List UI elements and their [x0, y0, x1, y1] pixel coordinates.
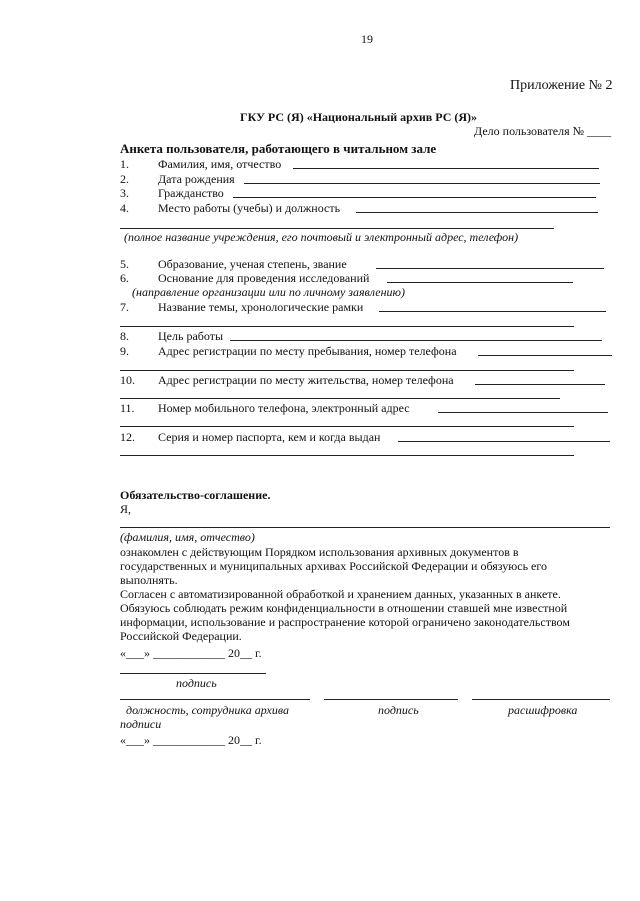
date-line-user[interactable]: «___» ____________ 20__ г. [120, 646, 262, 660]
field-full-name[interactable] [293, 168, 599, 169]
item-label-full-name: Фамилия, имя, отчество [158, 157, 282, 171]
page-number: 19 [361, 32, 373, 46]
commitment-line-4: Согласен с автоматизированной обработкой и хранением данных, указанных в анкете. [120, 587, 561, 601]
field-mobile-email[interactable] [438, 412, 608, 413]
commitment-line-6: информации, использование и распространение которой ограничено законодательством [120, 615, 570, 629]
item-label-topic: Название темы, хронологические рамки [158, 300, 364, 314]
hint-basis: (направление организации или по личному заявлению) [132, 285, 406, 299]
hint-fio: (фамилия, имя, отчество) [120, 530, 255, 544]
item-number: 10. [120, 373, 135, 387]
field-residence-address[interactable] [475, 384, 605, 385]
field-birth-date[interactable] [244, 183, 600, 184]
appendix-label: Приложение № 2 [510, 78, 613, 93]
item-number: 6. [120, 271, 129, 285]
item-label-birth-date: Дата рождения [158, 172, 235, 186]
item-label-workplace: Место работы (учебы) и должность [158, 201, 341, 215]
field-workplace[interactable] [356, 212, 598, 213]
item-label-stay-address: Адрес регистрации по месту пребывания, номер телефона [158, 344, 457, 358]
field-stay-address-continued[interactable] [120, 370, 574, 371]
commitment-line-7: Российской Федерации. [120, 629, 242, 643]
field-citizenship[interactable] [233, 197, 596, 198]
field-basis[interactable] [387, 282, 573, 283]
form-title: Анкета пользователя, работающего в читальном зале [120, 141, 437, 156]
item-number: 4. [120, 201, 129, 215]
item-label-passport: Серия и номер паспорта, кем и когда выдан [158, 430, 381, 444]
item-label-education: Образование, ученая степень, звание [158, 257, 347, 271]
field-topic[interactable] [379, 311, 606, 312]
commitment-line-5: Обязуюсь соблюдать режим конфиденциальности в отношении ставшей мне известной [120, 601, 568, 615]
field-residence-address-continued[interactable] [120, 398, 560, 399]
item-number: 2. [120, 172, 129, 186]
commitment-line-1: ознакомлен с действующим Порядком использования архивных документов в [120, 545, 519, 559]
item-label-basis: Основание для проведения исследований [158, 271, 370, 285]
item-number: 3. [120, 186, 129, 200]
staff-decoding-label: расшифровка [508, 703, 578, 717]
user-signature-label: подпись [176, 676, 217, 690]
field-passport[interactable] [398, 441, 610, 442]
staff-position-label-cont: подписи [120, 717, 162, 731]
org-title: ГКУ РС (Я) «Национальный архив РС (Я)» [240, 110, 478, 124]
staff-signature-label: подпись [378, 703, 419, 717]
hint-institution: (полное название учреждения, его почтовый и электронный адрес, телефон) [124, 230, 519, 244]
case-label: Дело пользователя № ____ [474, 124, 612, 138]
field-staff-decoding[interactable] [472, 699, 610, 700]
staff-position-label: должность, сотрудника архива [126, 703, 289, 717]
field-topic-continued[interactable] [120, 326, 574, 327]
item-number: 8. [120, 329, 129, 343]
item-number: 11. [120, 401, 135, 415]
field-passport-continued[interactable] [120, 455, 574, 456]
item-number: 5. [120, 257, 129, 271]
field-purpose[interactable] [230, 340, 602, 341]
item-label-purpose: Цель работы [158, 329, 224, 343]
item-label-mobile-email: Номер мобильного телефона, электронный адрес [158, 401, 410, 415]
commitment-i: Я, [120, 502, 132, 516]
field-commitment-full-name[interactable] [120, 527, 610, 528]
item-number: 7. [120, 300, 129, 314]
commitment-line-3: выполнять. [120, 573, 178, 587]
item-label-citizenship: Гражданство [158, 186, 224, 200]
field-mobile-email-continued[interactable] [120, 426, 574, 427]
field-user-signature[interactable] [120, 673, 266, 674]
date-line-staff[interactable]: «___» ____________ 20__ г. [120, 733, 262, 747]
field-staff-position[interactable] [120, 699, 310, 700]
item-number: 9. [120, 344, 129, 358]
commitment-title: Обязательство-соглашение. [120, 488, 271, 502]
commitment-line-2: государственных и муниципальных архивах Российской Федерации и обязуюсь его [120, 559, 548, 573]
item-label-residence-address: Адрес регистрации по месту жительства, номер телефона [158, 373, 454, 387]
item-number: 1. [120, 157, 129, 171]
field-stay-address[interactable] [478, 355, 612, 356]
field-education[interactable] [376, 268, 604, 269]
item-number: 12. [120, 430, 135, 444]
field-workplace-continued[interactable] [120, 228, 554, 229]
field-staff-signature[interactable] [324, 699, 458, 700]
